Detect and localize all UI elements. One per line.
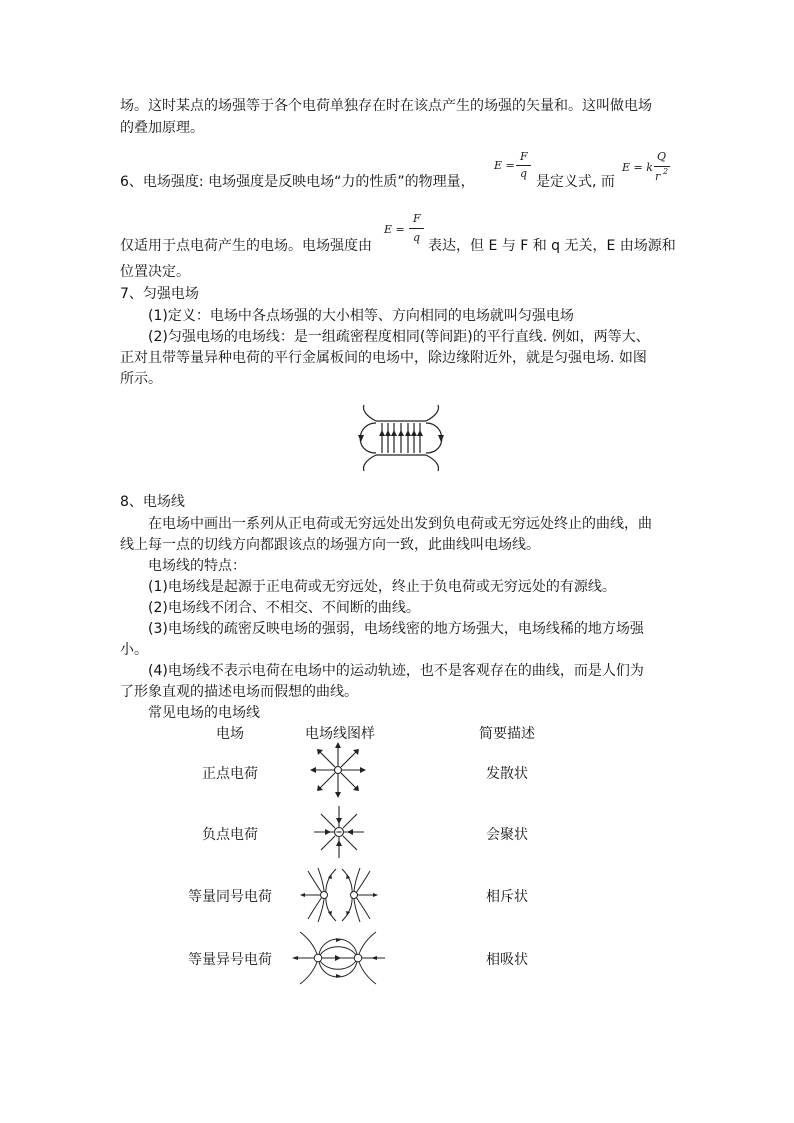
table-cell-desc: 发散状: [486, 766, 528, 782]
text-line: 了形象直观的描述电场而假想的曲线。: [120, 684, 358, 700]
table-cell-field: 正点电荷: [202, 766, 258, 782]
text-line: 仅适用于点电荷产生的电场。电场强度由: [120, 238, 372, 254]
formula-denominator: q: [520, 167, 528, 180]
text-line: 6、电场强度: 电场强度是反映电场“力的性质”的物理量，: [120, 174, 475, 190]
formula-numerator: F: [413, 212, 421, 225]
fraction-bar: [409, 228, 424, 229]
table-cell-desc: 相斥状: [486, 889, 528, 905]
text-line: (4)电场线不表示电荷在电场中的运动轨迹，也不是客观存在的曲线，而是人们为: [148, 663, 644, 679]
formula-lhs: E =: [494, 159, 515, 172]
text-line: 位置决定。: [120, 264, 190, 280]
text-line: (3)电场线的疏密反映电场的强弱，电场线密的地方场强大，电场线稀的地方场强: [148, 621, 644, 637]
formula-lhs: E =: [384, 223, 405, 236]
text-line: 线上每一点的切线方向都跟该点的场强方向一致，此曲线叫电场线。: [120, 537, 540, 553]
formula-denominator: q: [413, 231, 421, 244]
text-line: 正对且带等量异种电荷的平行金属板间的电场中，除边缘附近外，就是匀强电场. 如图: [120, 350, 647, 366]
formula-lhs: E = k: [622, 161, 653, 174]
like-charges-figure: [298, 866, 380, 924]
text-line: 所示。: [120, 371, 162, 387]
text-line: (2)电场线不闭合、不相交、不间断的曲线。: [148, 600, 420, 616]
table-cell-desc: 会聚状: [486, 827, 528, 843]
formula-numerator: F: [520, 150, 528, 163]
text-line: (1)电场线是起源于正电荷或无穷远处，终止于负电荷或无穷远处的有源线。: [148, 579, 616, 595]
table-header-pattern: 电场线图样: [305, 726, 375, 742]
text-line: 常见电场的电场线: [148, 705, 260, 721]
text-line: 场。这时某点的场强等于各个电荷单独存在时在该点产生的场强的矢量和。这叫做电场: [120, 98, 652, 114]
table-cell-field: 等量同号电荷: [188, 889, 272, 905]
text-line: 表达，但 E 与 F 和 q 无关，E 由场源和: [428, 238, 676, 254]
text-line: 是定义式, 而: [536, 174, 615, 190]
formula-denominator: r: [655, 170, 661, 183]
table-cell-field: 等量异号电荷: [188, 952, 272, 968]
text-line: (1)定义：电场中各点场强的大小相等、方向相同的电场就叫匀强电场: [148, 308, 574, 324]
table-header-field: 电场: [216, 726, 244, 742]
section-heading: 8、电场线: [120, 494, 185, 510]
fraction-bar: [516, 165, 531, 166]
text-line: (2)匀强电场的电场线：是一组疏密程度相同(等间距)的平行直线. 例如，两等大、: [148, 329, 650, 345]
text-line: 电场线的特点：: [148, 558, 246, 574]
text-line: 在电场中画出一系列从正电荷或无穷远处出发到负电荷或无穷远处终止的曲线，曲: [148, 516, 652, 532]
negative-charge-figure: [312, 804, 366, 860]
unlike-charges-figure: [290, 928, 388, 988]
formula-numerator: Q: [657, 150, 667, 163]
positive-charge-figure: [310, 742, 366, 798]
text-line: 的叠加原理。: [120, 120, 204, 136]
section-heading: 7、匀强电场: [120, 286, 199, 302]
table-cell-desc: 相吸状: [486, 952, 528, 968]
text-line: 小。: [120, 642, 148, 658]
formula-exponent: 2: [663, 167, 669, 176]
table-cell-field: 负点电荷: [202, 827, 258, 843]
uniform-field-figure: [352, 402, 450, 474]
table-header-desc: 简要描述: [479, 726, 535, 742]
